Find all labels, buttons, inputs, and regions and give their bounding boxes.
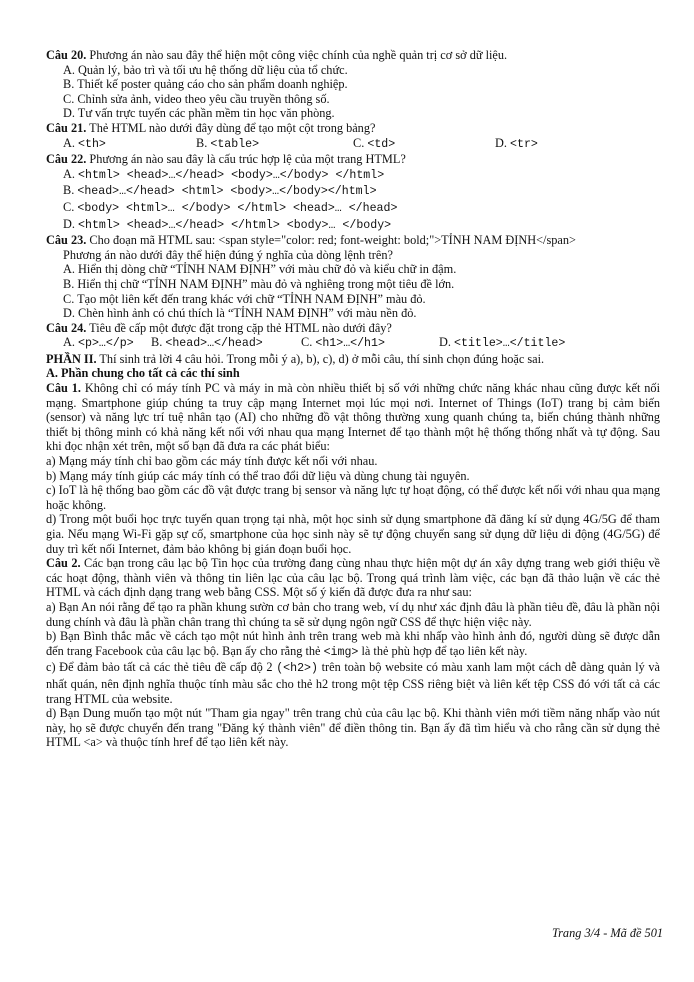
section-heading: A. Phần chung cho tất cả các thí sinh (46, 366, 240, 381)
question-2-intro (46, 556, 660, 600)
question-text: Cho đoạn mã HTML sau: <span style="color: red; font-weight: bold;">TỈNH NAM ĐỊNH</span> (86, 233, 576, 248)
question-23 (46, 233, 660, 248)
statement-c: c) Để đảm bảo tất cả các thẻ tiêu đề cấp độ 2 (<h2>) trên toàn bộ website có màu xanh lam một cách dễ dàng quản lý và nhất quán, nên định nghĩa thuộc tính màu sắc cho thẻ h2 trong một tệp CSS riêng biệt và liên kết tệp CSS đó với tất cả các trang HTML của website. (46, 660, 660, 706)
question-text-2: Phương án nào dưới đây thể hiện đúng ý nghĩa của dòng lệnh trên? (63, 247, 393, 262)
option-b: B. <table> (196, 135, 260, 151)
option-d: D. <title>…</title> (439, 335, 566, 351)
option-d: D. <html> <head>…</head> </html> <body>… </body> (63, 216, 392, 232)
option-b: B. Thiết kế poster quảng cáo cho sản phẩm doanh nghiệp. (63, 77, 348, 92)
statement-a: a) Mạng máy tính chỉ bao gồm các máy tính được kết nối với nhau. (46, 454, 378, 469)
option-a: A. <p>…</p> (63, 335, 134, 351)
question-text: Các bạn trong câu lạc bộ Tin học của trường đang cùng nhau thực hiện một dự án xây dựng trang web giới thiệu về các hoạt động, thành viên và thông tin liên lạc của câu lạc bộ. Trong quá trình làm việc, các bạn đã thảo luận về các thẻ HTML và cách định dạng trang web bằng CSS. Một số ý kiến đã được đưa ra như sau: (46, 556, 660, 600)
question-text: Phương án nào sau đây là cấu trúc hợp lệ của một trang HTML? (86, 152, 406, 167)
part-2-heading (46, 352, 660, 367)
option-c: C. <body> <html>… </body> </html> <head>… </head> (63, 199, 398, 215)
option-d: D. Tư vấn trực tuyến các phần mềm tin học văn phòng. (63, 106, 335, 121)
question-label: Câu 1. (46, 381, 81, 396)
page-footer: Trang 3/4 - Mã đề 501 (551, 926, 663, 940)
question-21 (46, 121, 660, 136)
option-d: D. <tr> (495, 135, 538, 151)
question-1-intro (46, 381, 660, 454)
part-label: PHẦN II. (46, 351, 97, 366)
question-24 (46, 321, 660, 336)
question-text: Thẻ HTML nào dưới đây dùng để tạo một cột trong bảng? (86, 120, 376, 135)
option-b: B. <head>…</head> <html> <body>…</body></html> (63, 183, 377, 199)
inline-code: <img> (323, 645, 359, 659)
option-c: C. Tạo một liên kết đến trang khác với chữ “TỈNH NAM ĐỊNH” màu đỏ. (63, 291, 426, 306)
question-label: Câu 20. (46, 48, 87, 62)
statement-c: c) IoT là hệ thống bao gồm các đồ vật được trang bị sensor và năng lực tự hoạt động, có thể được kết nối với nhau qua mạng hoặc không. (46, 483, 660, 512)
question-label: Câu 22. (46, 152, 87, 167)
question-label: Câu 24. (46, 320, 87, 335)
question-label: Câu 2. (46, 556, 81, 571)
option-c: C. <td> (353, 135, 396, 151)
question-label: Câu 23. (46, 233, 87, 248)
question-22 (46, 152, 660, 167)
question-20 (46, 48, 660, 63)
option-c: C. Chỉnh sửa ảnh, video theo yêu cầu truyền thông số. (63, 91, 330, 106)
option-b: B. Hiển thị chữ “TỈNH NAM ĐỊNH” màu đỏ và nghiêng trong một tiêu đề lớn. (63, 276, 455, 291)
question-label: Câu 21. (46, 120, 87, 135)
option-a: A. <th> (63, 135, 106, 151)
option-d: D. Chèn hình ảnh có chú thích là “TỈNH NAM ĐỊNH” với màu nền đỏ. (63, 306, 417, 321)
option-b: B. <head>…</head> (151, 335, 263, 351)
option-c: C. <h1>…</h1> (301, 335, 385, 351)
statement-b: b) Bạn Bình thắc mắc về cách tạo một nút hình ảnh trên trang web mà khi nhấp vào hình ảnh đó, người dùng sẽ được dẫn đến trang Facebook của câu lạc bộ. Bạn ấy cho rằng thẻ <img> là thẻ phù hợp để tạo liên kết này. (46, 629, 660, 659)
option-a: A. <html> <head>…</head> <body>…</body> </html> (63, 166, 385, 182)
statement-d: d) Trong một buổi học trực tuyến quan trọng tại nhà, một học sinh sử dụng smartphone đã đăng kí sử dụng 4G/5G để tham gia. Nếu mạng Wi-Fi gặp sự cố, smartphone của học sinh này sẽ tự động chuyển sang sử dụng dữ liệu di động (4G/5G) để duy trì kết nối Internet, đảm bảo không bị gián đoạn buổi học. (46, 512, 660, 556)
exam-page (46, 48, 660, 750)
options-row (46, 136, 660, 153)
statement-b: b) Mạng máy tính giúp các máy tính có thể trao đổi dữ liệu và dùng chung tài nguyên. (46, 468, 470, 483)
statement-d: d) Bạn Dung muốn tạo một nút "Tham gia ngay" trên trang chủ của câu lạc bộ. Khi thành viên mới tiềm năng nhấp vào nút này, họ sẽ được chuyển đến trang "Đăng ký thành viên" để điền thông tin. Bạn ấy đã tìm hiểu và cho rằng cần sử dụng thẻ HTML <a> và thuộc tính href để tạo liên kết này. (46, 706, 660, 750)
question-text: Không chỉ có máy tính PC và máy in mà còn nhiều thiết bị số với những chức năng khác nhau cũng được kết nối mạng. Smartphone giúp chúng ta truy cập mạng Internet mọi lúc mọi nơi. Internet of Things (IoT) trang bị cảm biến (sensor) và năng lực trí tuệ nhân tạo (AI) cho những đồ vật thông thường xung quanh chúng ta, biến chúng thành những thiết bị thông minh có khả năng kết nối với nhau qua mạng Internet để tạo thành một hệ thống thống nhất và tự động. Sau khi đọc nhận xét trên, một số bạn đã đưa ra các phát biểu: (46, 381, 660, 454)
part-instructions: Thí sinh trả lời 4 câu hỏi. Trong mỗi ý a), b), c), d) ở mỗi câu, thí sinh chọn đúng hoặc sai. (96, 351, 545, 366)
question-text: Phương án nào sau đây thể hiện một công việc chính của nghề quản trị cơ sở dữ liệu. (86, 48, 508, 62)
question-text: Tiêu đề cấp một được đặt trong cặp thẻ HTML nào dưới đây? (86, 320, 392, 335)
statement-a: a) Bạn An nói rằng để tạo ra phần khung sườn cơ bản cho trang web, ví dụ như xác định đâu là phần tiêu đề, đâu là phần nội dung chính và đâu là phần chân trang thì chúng ta sẽ sử dụng ngôn ngữ CSS để thực hiện việc này. (46, 599, 660, 629)
option-a: A. Hiển thị dòng chữ “TỈNH NAM ĐỊNH” với màu chữ đỏ và kiểu chữ in đậm. (63, 262, 457, 277)
option-a: A. Quản lý, bảo trì và tối ưu hệ thống dữ liệu của tổ chức. (63, 62, 348, 77)
inline-code: (<h2>) (276, 662, 318, 676)
options-row (46, 335, 660, 352)
